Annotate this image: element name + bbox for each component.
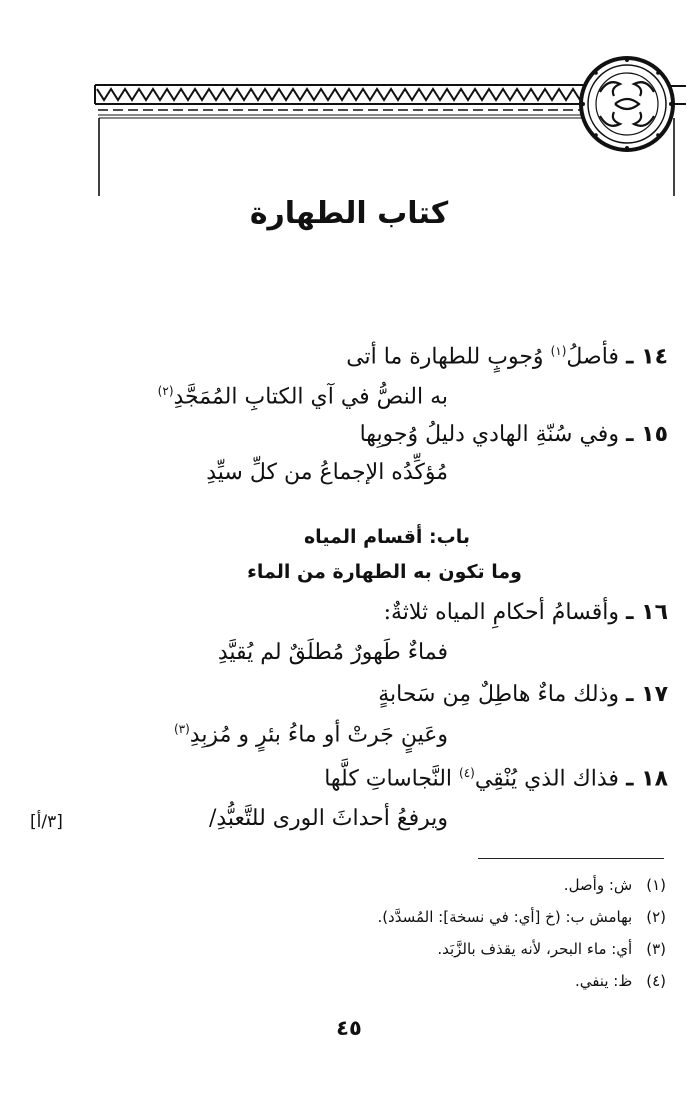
footnote bbox=[575, 972, 666, 990]
page-title: كتاب الطهارة bbox=[249, 196, 449, 231]
footnote bbox=[437, 940, 666, 958]
verse-15-line-1 bbox=[360, 422, 668, 447]
section-subheading: وما تكون به الطهارة من الماء bbox=[247, 561, 522, 583]
footnote-separator bbox=[478, 858, 664, 859]
verse-text: فماءٌ طَهورٌ مُطلَقٌ لم يُقيَّدِ bbox=[217, 640, 448, 665]
footnote-ref: (٢) bbox=[157, 384, 174, 398]
verse-17-line-2 bbox=[174, 722, 448, 747]
footnote bbox=[564, 876, 666, 894]
verse-16-line-1 bbox=[384, 600, 668, 625]
manuscript-folio-marker: [٣/أ] bbox=[30, 812, 63, 832]
verse-number: ١٧ ـ bbox=[625, 682, 668, 707]
footnote-text: أي: ماء البحر، لأنه يقذف بالزَّبَد. bbox=[437, 940, 633, 958]
footnote-number: (٤) bbox=[646, 972, 666, 990]
footnote-ref: (١) bbox=[550, 344, 567, 358]
footnote-number: (٢) bbox=[646, 908, 666, 926]
footnote-text: بهامش ب: (خ [أي: في نسخة]: المُسدَّد). bbox=[377, 908, 633, 926]
verse-text: به النصُّ في آي الكتابِ المُمَجَّدِ bbox=[173, 384, 448, 410]
medallion-ornament bbox=[581, 58, 673, 150]
verse-text: وفي سُنّةِ الهادي دليلُ وُجوبِها bbox=[359, 422, 619, 447]
verse-number: ١٦ ـ bbox=[625, 600, 668, 625]
verse-text: ويرفعُ أحداثَ الورى للتَّعبُّدِ/ bbox=[208, 806, 448, 831]
footnote-number: (١) bbox=[646, 876, 666, 894]
section-heading: باب: أقسام المياه bbox=[303, 526, 470, 548]
verse-14-line-1 bbox=[346, 344, 668, 369]
verse-text: وعَينٍ جَرتْ أو ماءُ بئرٍ و مُزبِدِ bbox=[189, 722, 448, 748]
verse-18-line-2 bbox=[209, 806, 448, 831]
footnote-text: ش: وأصل. bbox=[563, 876, 633, 894]
verse-16-line-2 bbox=[218, 640, 448, 665]
verse-text: وذلك ماءٌ هاطِلٌ مِن سَحابةٍ bbox=[378, 682, 619, 707]
zigzag-border bbox=[95, 85, 585, 104]
verse-text: وأقسامُ أحكامِ المياه ثلاثةٌ: bbox=[383, 600, 619, 625]
verse-18-line-1 bbox=[324, 766, 668, 791]
footnote-ref: (٤) bbox=[459, 766, 475, 780]
footnote-number: (٣) bbox=[646, 940, 666, 958]
verse-number: ١٤ ـ bbox=[625, 344, 668, 370]
page-number: ٤٥ bbox=[336, 1016, 362, 1040]
verse-17-line-1 bbox=[378, 682, 668, 707]
verse-number: ١٥ ـ bbox=[625, 422, 668, 447]
verse-14-line-2 bbox=[158, 384, 448, 409]
footnote-ref: (٣) bbox=[173, 722, 190, 736]
verse-number: ١٨ ـ bbox=[625, 766, 668, 792]
verse-text: النَّجاساتِ كلَّها bbox=[324, 766, 453, 792]
verse-15-line-2 bbox=[206, 460, 448, 485]
dashed-rules bbox=[98, 110, 585, 115]
verse-text: فأصلُ bbox=[566, 344, 619, 370]
footnote bbox=[377, 908, 666, 926]
verse-text: مُؤكِّدُه الإجماعُ من كلِّ سيِّدِ bbox=[206, 460, 448, 485]
verse-text: فذاك الذي يُنْقِي bbox=[474, 766, 619, 792]
footnote-text: ظ: ينفي. bbox=[574, 972, 633, 990]
verse-text: وُجوبٍ للطهارة ما أتى bbox=[346, 344, 544, 370]
